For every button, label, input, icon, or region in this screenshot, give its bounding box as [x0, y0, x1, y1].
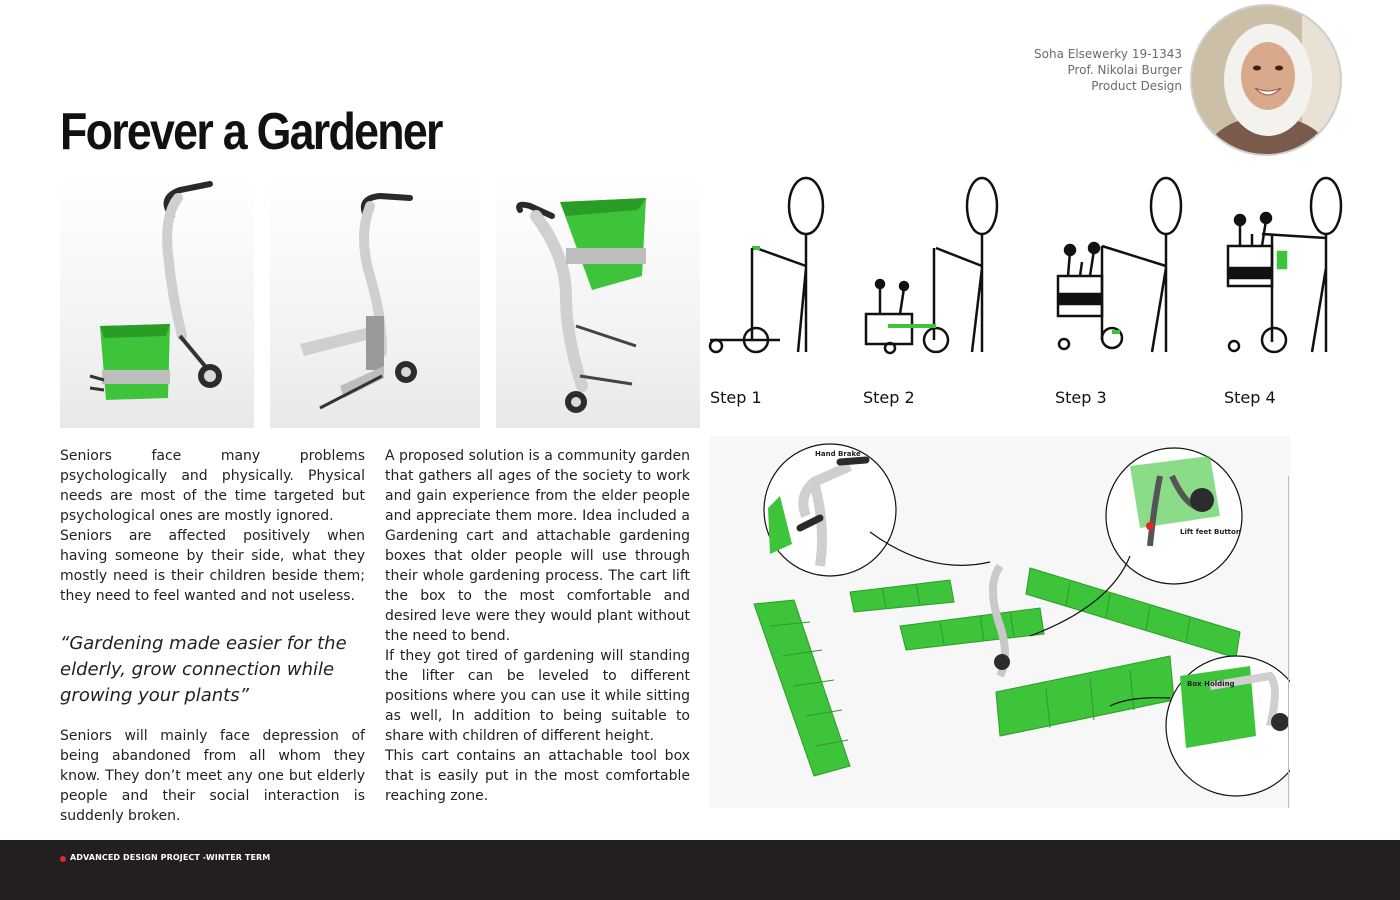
callout-lift-feet-button: Lift feet Button [1180, 528, 1241, 536]
scene-divider [1288, 476, 1289, 808]
problem-paragraph-2: Seniors are affected positively when having someone by their side, what they mostly need is their children beside them; they need to feel wanted and not useless. [60, 528, 365, 604]
callout-box-holding: Box Holding [1187, 680, 1235, 688]
footer-bar [0, 840, 1400, 900]
callout-hand-brake: Hand Brake [815, 450, 861, 458]
step-4-illustration [1222, 176, 1382, 360]
cart-render-with-box [60, 176, 254, 428]
solution-paragraph-3: This cart contains an attachable tool box that is easily put in the most comfortable reaching zone. [385, 748, 690, 804]
garden-scene-render [710, 436, 1290, 808]
cart-render-lifter [270, 176, 480, 428]
step-3-illustration [1052, 176, 1212, 360]
author-portrait [1190, 4, 1342, 156]
footer-text: ADVANCED DESIGN PROJECT -WINTER TERM [70, 853, 271, 862]
page-title: Forever a Gardener [60, 103, 442, 161]
step-2-label: Step 2 [863, 388, 915, 407]
solution-paragraph-2: If they got tired of gardening will standing the lifter can be leveled to different positions where you can use it while sitting as well, In addition to being suitable to share with children of different height. [385, 648, 690, 744]
footer-dot-icon [60, 856, 66, 862]
course-name: Product Design [1091, 79, 1182, 93]
step-1-illustration [706, 176, 866, 360]
closing-text [60, 726, 365, 826]
step-4-label: Step 4 [1224, 388, 1276, 407]
author-credits [1034, 46, 1182, 94]
solution-text [385, 446, 690, 806]
solution-paragraph-1: A proposed solution is a community garden that gathers all ages of the society to work and gain experience from the elder people and appreciate them more. Idea included a Gardening cart and attachable gardening boxes that older people will use through their whole gardening process. The cart lift the box to the most comfortable and desired leve were they would plant without the need to bend. [385, 448, 690, 644]
problem-text [60, 446, 365, 606]
author-name: Soha Elsewerky 19-1343 [1034, 47, 1182, 61]
step-2-illustration [860, 176, 1020, 360]
closing-paragraph: Seniors will mainly face depression of being abandoned from all whom they know. They don’t meet any one but elderly people and their social interaction is suddenly broken. [60, 728, 365, 824]
problem-paragraph-1: Seniors face many problems psychologically and physically. Physical needs are most of the time targeted but psychological ones are mostly ignored. [60, 448, 365, 524]
step-1-label: Step 1 [710, 388, 762, 407]
step-3-label: Step 3 [1055, 388, 1107, 407]
pull-quote: “Gardening made easier for the elderly, grow connection while growing your plants” [60, 633, 347, 706]
professor-name: Prof. Nikolai Burger [1067, 63, 1182, 77]
cart-render-lifted-box [496, 176, 700, 428]
